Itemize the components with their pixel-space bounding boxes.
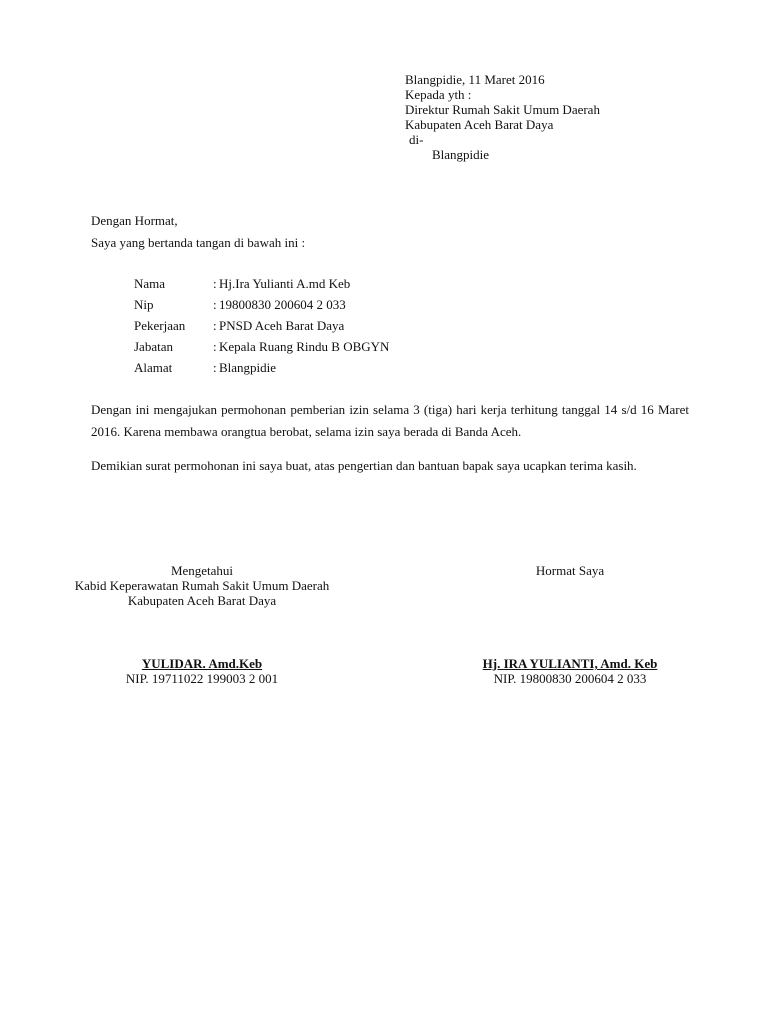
identity-value: 19800830 200604 2 033 xyxy=(219,297,346,312)
signature-title-line-1: Kabid Keperawatan Rumah Sakit Umum Daerah xyxy=(74,578,330,593)
recipient-di: di- xyxy=(409,132,424,147)
signatory-name: Hj. IRA YULIANTI, Amd. Keb xyxy=(482,656,658,671)
identity-value: Kepala Ruang Rindu B OBGYN xyxy=(219,339,390,354)
identity-separator: : xyxy=(213,360,217,375)
signatory-nip: NIP. 19800830 200604 2 033 xyxy=(493,671,647,686)
identity-separator: : xyxy=(213,297,217,312)
identity-value: Hj.Ira Yulianti A.md Keb xyxy=(219,276,351,291)
identity-row-nip xyxy=(134,297,389,318)
identity-separator: : xyxy=(213,318,217,333)
identity-table xyxy=(134,276,389,381)
signature-heading: Hormat Saya xyxy=(535,563,605,578)
identity-value: PNSD Aceh Barat Daya xyxy=(219,318,345,333)
identity-row-occupation xyxy=(134,318,389,339)
signatory-nip: NIP. 19711022 199003 2 001 xyxy=(125,671,279,686)
intro-sentence: Saya yang bertanda tangan di bawah ini : xyxy=(91,235,306,250)
addressee-prefix: Kepada yth : xyxy=(405,87,472,102)
identity-row-name xyxy=(134,276,389,297)
identity-label: Jabatan xyxy=(134,339,173,354)
identity-label: Nama xyxy=(134,276,166,291)
request-paragraph: Dengan ini mengajukan permohonan pemberian izin selama 3 (tiga) hari kerja terhitung tanggal 14 s/d 16 Maret 2016. Karena membawa orangtua berobat, selama izin saya berada di Banda Aceh. xyxy=(91,402,689,439)
place-date: Blangpidie, 11 Maret 2016 xyxy=(405,72,545,87)
closing-paragraph: Demikian surat permohonan ini saya buat, atas pengertian dan bantuan bapak saya ucapkan terima kasih. xyxy=(91,458,637,473)
signature-block-acknowledger xyxy=(50,563,354,686)
recipient-address-block xyxy=(405,72,600,162)
identity-label: Alamat xyxy=(134,360,173,375)
identity-value: Blangpidie xyxy=(219,360,277,375)
recipient-line-2: Kabupaten Aceh Barat Daya xyxy=(405,117,554,132)
identity-separator: : xyxy=(213,276,217,291)
signature-heading: Mengetahui xyxy=(170,563,234,578)
identity-label: Pekerjaan xyxy=(134,318,186,333)
identity-separator: : xyxy=(213,339,217,354)
signature-block-applicant xyxy=(440,563,700,686)
recipient-line-1: Direktur Rumah Sakit Umum Daerah xyxy=(405,102,600,117)
identity-row-position xyxy=(134,339,389,360)
recipient-city: Blangpidie xyxy=(432,147,490,162)
identity-label: Nip xyxy=(134,297,154,312)
signature-title-line-2: Kabupaten Aceh Barat Daya xyxy=(127,593,277,608)
salutation: Dengan Hormat, xyxy=(91,213,178,228)
signatory-name: YULIDAR. Amd.Keb xyxy=(141,656,263,671)
identity-row-address xyxy=(134,360,389,381)
